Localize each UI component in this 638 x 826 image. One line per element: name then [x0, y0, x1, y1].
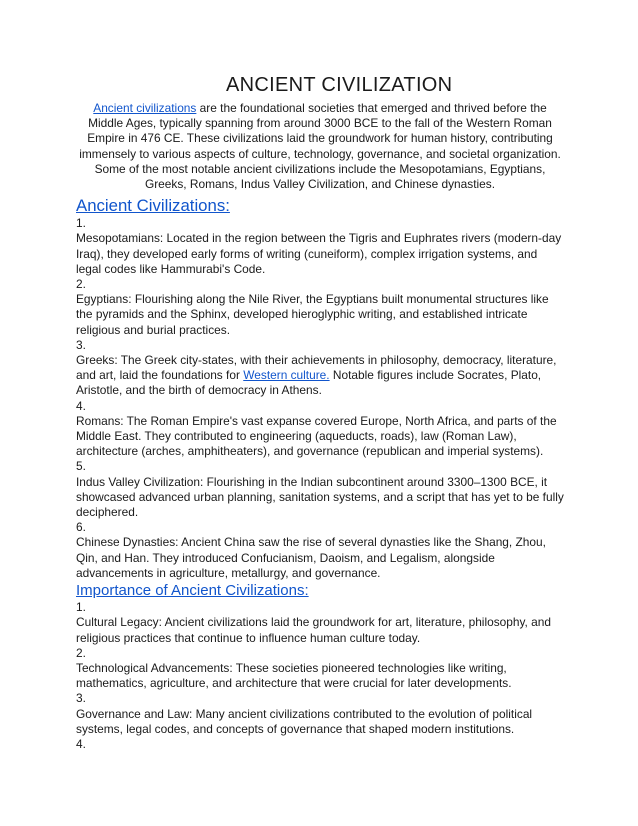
list-item-number: 4.: [76, 736, 86, 751]
list-item-number: 6.: [76, 520, 86, 535]
section-heading-importance[interactable]: Importance of Ancient Civilizations:: [76, 582, 309, 600]
list-item-number: 2.: [76, 645, 86, 660]
list-item-text-chinese-dynasties: Chinese Dynasties: Ancient China saw the rise of several dynasties like the Shang, Zhou, Qin, and Han. They introduced Confucianism, Daoism, and Legalism, alongside advancements in agriculture, metallurgy, and governance.: [76, 535, 546, 580]
list-item-text-romans: Romans: The Roman Empire's vast expanse covered Europe, North Africa, and parts of the Middle East. They contributed to engineering (aqueducts, roads), law (Roman Law), architecture (arches, amphitheaters), and governance (republican and imperial systems).: [76, 413, 557, 459]
list-item-number: 3.: [76, 337, 86, 352]
list-item-number: 1.: [76, 600, 86, 615]
list-item-text-indus-valley: Indus Valley Civilization: Flourishing in the Indian subcontinent around 3300–1300 BCE, it showcased advanced urban planning, sanitation systems, and a script that has yet to be fully deciphered.: [76, 474, 564, 520]
list-item-text-mesopotamians: Mesopotamians: Located in the region between the Tigris and Euphrates rivers (modern-day Iraq), they developed early forms of writing (cuneiform), complex irrigation systems, and legal codes like Hammurabi's Code.: [76, 231, 562, 276]
list-item-text-technological-advancements: Technological Advancements: These societies pioneered technologies like writing, mathematics, agriculture, and architecture that were crucial for later developments.: [76, 660, 512, 691]
greeks-text-after: Notable figures include Socrates, Plato, Aristotle, and the birth of democracy in Athens.: [76, 368, 542, 398]
list-item-number: 5.: [76, 459, 86, 474]
list-item-number: 1.: [76, 216, 86, 231]
western-culture-link[interactable]: Western culture.: [243, 368, 330, 383]
page-title: ANCIENT CIVILIZATION: [226, 74, 453, 96]
list-item-text-egyptians: Egyptians: Flourishing along the Nile River, the Egyptians built monumental structures like the pyramids and the Sphinx, developed hieroglyphic writing, and established intricate religious and burial practices.: [76, 292, 549, 337]
ancient-civilizations-link[interactable]: Ancient civilizations: [93, 101, 197, 115]
intro-paragraph: [76, 101, 564, 192]
list-item-number: 3.: [76, 691, 86, 706]
intro-text: are the foundational societies that emerged and thrived before the Middle Ages, typically spanning from around 3000 BCE to the fall of the Western Roman Empire in 476 CE. These civilizations laid the groundwork for human history, contributing immensely to various aspects of culture, technology, governance, and societal organization. Some of the most notable ancient civilizations include the Mesopotamians, Egyptians, Greeks, Romans, Indus Valley Civilization, and Chinese dynasties.: [79, 101, 561, 192]
list-item-number: 2.: [76, 277, 86, 292]
section-heading-ancient-civilizations[interactable]: Ancient Civilizations:: [76, 196, 230, 216]
list-item-text-greeks: [76, 353, 564, 399]
list-item-text-cultural-legacy: Cultural Legacy: Ancient civilizations laid the groundwork for art, literature, philosophy, and religious practices that continue to influence human culture today.: [76, 615, 551, 645]
list-item-number: 4.: [76, 398, 86, 413]
list-item-text-governance-law: Governance and Law: Many ancient civilizations contributed to the evolution of political systems, legal codes, and concepts of governance that shaped modern institutions.: [76, 706, 533, 736]
greeks-text-before: Greeks: The Greek city-states, with their achievements in philosophy, democracy, literature, and art, laid the foundations for: [76, 353, 557, 383]
